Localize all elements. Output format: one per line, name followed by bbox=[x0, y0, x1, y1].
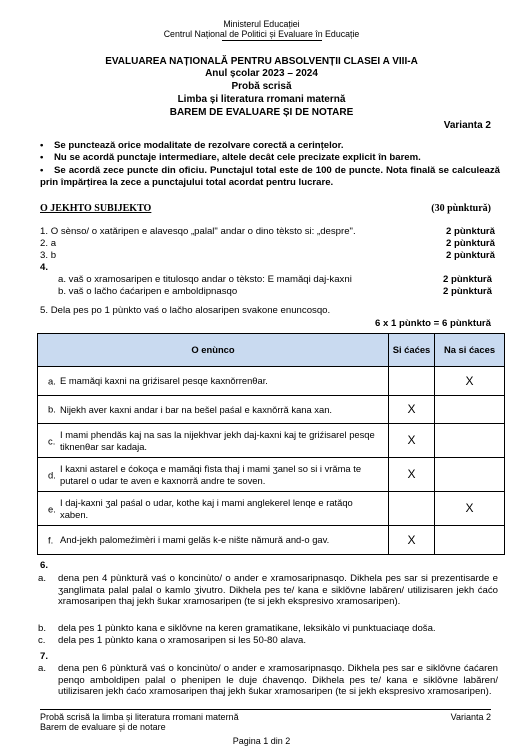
question-7-number: 7. bbox=[40, 651, 49, 662]
question-5-formula: 6 x 1 pùnkto = 6 pùnkturǎ bbox=[375, 318, 491, 329]
table-row: d. I kaxni astarel e ćokoça e mamǎqi fìsta thaj i mami ʒanel so si i vrǎma te putarel o udar te aven e kaxnorrǎ andre te soven. X bbox=[38, 458, 505, 492]
exam-type: Probă scrisă bbox=[231, 81, 292, 92]
false-mark bbox=[435, 424, 505, 458]
barem-title: BAREM DE EVALUARE ȘI DE NOTARE bbox=[169, 107, 354, 118]
center-name: Centrul Național de Politici și Evaluare în Educație bbox=[163, 29, 360, 39]
question-3-points: 2 pùnkturǎ bbox=[445, 250, 495, 261]
statement-text: I daj-kaxni ʒal paśal o udar, kothe kaj i mami anglekerel lenqe e ratǎqo xaben. bbox=[60, 497, 353, 520]
true-mark bbox=[389, 367, 435, 396]
statement-text: And-jekh palomeźimèri i mami gelǎs k-e nište nǎmurǎ and-o gav. bbox=[60, 534, 330, 546]
footer-barem: Barem de evaluare și de notare bbox=[40, 722, 166, 732]
question-6a: a. dena pen 4 pùnkturǎ vaś o koncinùto/ o ander e xramosaripnasqo. Dikhela pes sar si prezentisarde e ʒanglimata palal palal o kamlo ʒivutro. Dikhela pes te/ kana e siklǒvne labǎren/ utilizisaren jekh ćaćo xramosaripen thaj jekh šukar xramosaripen (te si jekh ekspresivo xramosaripen). bbox=[38, 573, 498, 607]
table-row: b. Nijekh aver kaxni andar i bar na bešel paśal e kaxnǒrrǎ kana xan. X bbox=[38, 395, 505, 424]
header-false: Na si ćaces bbox=[435, 334, 505, 367]
rule-item: • Se acordă zece puncte din oficiu. Punctajul total este de 100 de puncte. Nota finală se calculează prin împărțirea la zece a punctajului total acordat pentru lucrare. bbox=[40, 165, 500, 188]
question-2: 2. a 2 pùnkturǎ bbox=[40, 238, 495, 249]
statements-table bbox=[37, 333, 505, 555]
question-6b: b. dela pes 1 pùnkto kana e siklǒvne na keren gramatikane, leksikàlo vi punktuaciaqe doša. bbox=[38, 623, 436, 634]
bullet-icon: • bbox=[40, 140, 44, 151]
false-mark: X bbox=[435, 492, 505, 526]
question-1-text: O sènso/ o xatǎripen e alavesqo „palal" andar o dino tèksto si: „despre". bbox=[50, 226, 356, 237]
question-5-text: Dela pes po 1 pùnkto vaś o lačho alosaripen svakone enuncosqo. bbox=[50, 305, 331, 316]
footer-divider bbox=[40, 709, 491, 710]
question-1: 1. O sènso/ o xatǎripen e alavesqo „palal" andar o dino tèksto si: „despre". 2 pùnkturǎ bbox=[40, 226, 495, 237]
question-5: 5. Dela pes po 1 pùnkto vaś o lačho alosaripen svakone enuncosqo. bbox=[40, 305, 331, 316]
question-1-points: 2 pùnkturǎ bbox=[445, 226, 495, 237]
table-row: a. E mamǎqi kaxni na griźisarel pesqe kaxnǒrrenθar. X bbox=[38, 367, 505, 396]
statement-text: I kaxni astarel e ćokoça e mamǎqi fìsta thaj i mami ʒanel so si i vrǎma te putarel o udar te aven e kaxnorrǎ andre te soven. bbox=[60, 463, 362, 486]
variant-label: Varianta 2 bbox=[443, 120, 491, 131]
true-mark: X bbox=[389, 526, 435, 555]
question-3-text: b bbox=[50, 250, 57, 261]
question-6-number: 6. bbox=[40, 560, 49, 571]
true-mark: X bbox=[389, 395, 435, 424]
true-mark bbox=[389, 492, 435, 526]
section-title: O JEKHTO SUBIJEKTO bbox=[40, 203, 152, 214]
false-mark bbox=[435, 395, 505, 424]
table-row: c. I mami phendǎs kaj na sas la nijekhvar jekh daj-kaxni kaj te griźisarel pesqe tiknenθar sar kadaja. X bbox=[38, 424, 505, 458]
table-row: f. And-jekh palomeźimèri i mami gelǎs k-e nište nǎmurǎ and-o gav. X bbox=[38, 526, 505, 555]
question-2-text: a bbox=[50, 238, 57, 249]
statement-text: Nijekh aver kaxni andar i bar na bešel paśal e kaxnǒrrǎ kana xan. bbox=[60, 403, 333, 415]
footer-variant: Varianta 2 bbox=[450, 712, 491, 722]
question-3: 3. b 2 pùnkturǎ bbox=[40, 250, 495, 261]
header-true: Si ćaćes bbox=[389, 334, 435, 367]
statement-text: E mamǎqi kaxni na griźisarel pesqe kaxnǒrrenθar. bbox=[60, 375, 268, 387]
statement-text: I mami phendǎs kaj na sas la nijekhvar jekh daj-kaxni kaj te griźisarel pesqe tiknenθar sar kadaja. bbox=[60, 429, 375, 452]
true-mark: X bbox=[389, 458, 435, 492]
question-4b: b. vaš o lačho ćaćaripen e amboldipnasqo 2 pùnkturǎ bbox=[58, 286, 492, 297]
question-6c: c. dela pes 1 pùnkto kana o xramosaripen si les 50-80 alava. bbox=[38, 635, 306, 646]
header-statement: O enùnco bbox=[38, 334, 389, 367]
rule-item: • Nu se acordă punctaje intermediare, altele decât cele precizate explicit în barem. bbox=[40, 152, 421, 163]
ministry-name: Ministerul Educației bbox=[223, 19, 300, 29]
section-points: (30 pùnkturǎ) bbox=[431, 203, 491, 214]
header-divider bbox=[222, 40, 322, 41]
bullet-icon: • bbox=[40, 152, 44, 163]
school-year: Anul școlar 2023 – 2024 bbox=[205, 68, 318, 79]
question-4a: a. vaš o xramosaripen e titulosqo andar o tèksto: E mamǎqi daj-kaxni 2 pùnkturǎ bbox=[58, 274, 492, 285]
question-4: 4. bbox=[40, 262, 49, 273]
false-mark: X bbox=[435, 367, 505, 396]
page-number: Pagina 1 din 2 bbox=[232, 736, 291, 746]
exam-title: EVALUAREA NAȚIONALĂ PENTRU ABSOLVENȚII CLASEI A VIII-A bbox=[105, 56, 418, 67]
false-mark bbox=[435, 458, 505, 492]
rule-item: • Se punctează orice modalitate de rezolvare corectă a cerințelor. bbox=[40, 140, 344, 151]
bullet-icon: • bbox=[40, 165, 44, 176]
subject-name: Limba și literatura rromani maternă bbox=[177, 94, 346, 105]
footer-exam: Probă scrisă la limba și literatura rromani maternă bbox=[40, 712, 239, 722]
true-mark: X bbox=[389, 424, 435, 458]
false-mark bbox=[435, 526, 505, 555]
question-7a: a. dena pen 6 pùnkturǎ vaś o koncinùto/ o ander e xramosaripnasqo. Dikhela pes sar e siklǒvne ćaćaren penqo amboldipen palal o phenipen le duje ćhavenqo. Dikhela pes te/ kana e siklǒvne labǎren/ utilizisaren jekh ćaćo xramosaripen thaj jekh šukar xramosaripen (te si jekh ekspresivo xramosaripen). bbox=[38, 663, 498, 697]
table-row: e. I daj-kaxni ʒal paśal o udar, kothe kaj i mami anglekerel lenqe e ratǎqo xaben. X bbox=[38, 492, 505, 526]
table-header-row bbox=[38, 334, 505, 367]
question-2-points: 2 pùnkturǎ bbox=[445, 238, 495, 249]
